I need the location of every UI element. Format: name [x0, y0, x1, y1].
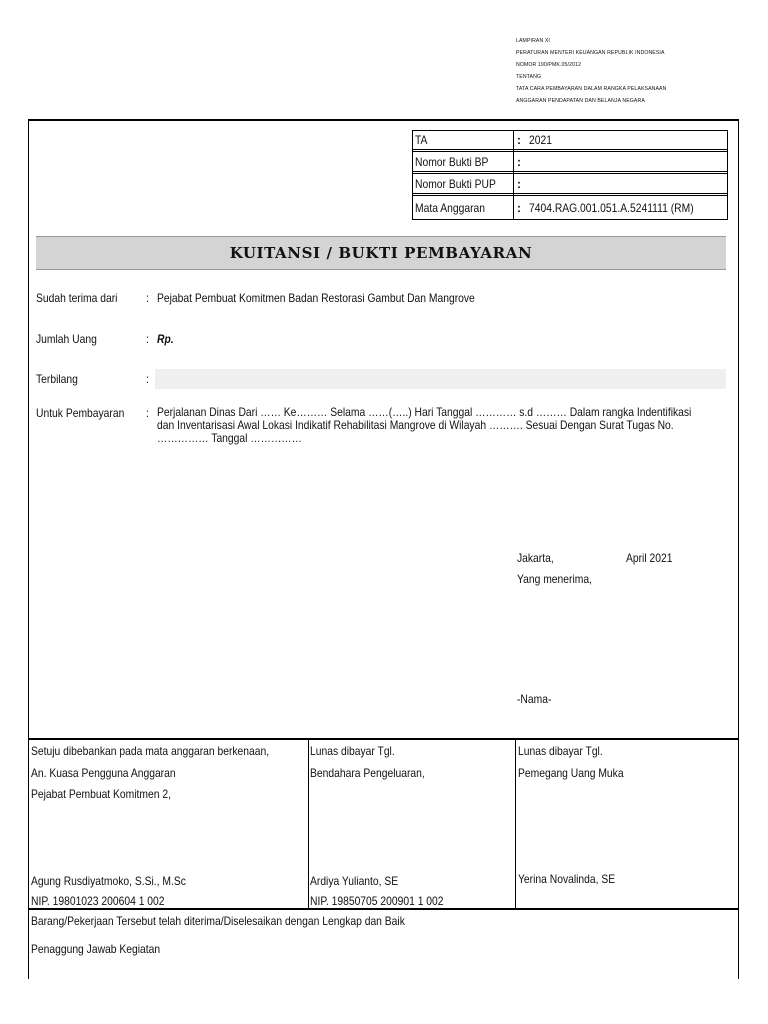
- header-note-line: TENTANG: [516, 74, 542, 80]
- info-label: Nomor Bukti PUP: [415, 177, 496, 191]
- sig1-line2: An. Kuasa Pengguna Anggaran: [31, 766, 176, 780]
- document-title-bar: [36, 236, 726, 270]
- receiver-date: April 2021: [626, 551, 673, 565]
- frame-right-border: [738, 119, 739, 979]
- receiver-name: -Nama-: [517, 692, 552, 706]
- info-colon: :: [517, 201, 521, 215]
- purpose-line: …………… Tanggal ……………: [157, 431, 302, 445]
- sig3-line1: Lunas dibayar Tgl.: [518, 744, 603, 758]
- header-note-line: LAMPIRAN XI: [516, 38, 550, 44]
- signature-section-bottom-border: [28, 908, 739, 910]
- sig3-name: Yerina Novalinda, SE: [518, 872, 616, 886]
- info-box-row-line: [412, 195, 728, 196]
- signature-section-top-border: [28, 738, 739, 740]
- sig2-line2: Bendahara Pengeluaran,: [310, 766, 425, 780]
- purpose-colon: :: [146, 406, 149, 420]
- header-note-line: ANGGARAN PENDAPATAN DAN BELANJA NEGARA: [516, 98, 645, 104]
- info-label: Mata Anggaran: [415, 201, 486, 215]
- purpose-line: Perjalanan Dinas Dari …… Ke……… Selama ……(…..) Hari Tanggal ………… s.d ……… Dalam rangka Indentifikasi: [157, 405, 692, 419]
- signature-column-divider: [308, 738, 309, 910]
- amount-value: Rp.: [157, 332, 174, 346]
- info-label: Nomor Bukti BP: [415, 155, 489, 169]
- info-value: 2021: [529, 133, 552, 147]
- purpose-line: dan Inventarisasi Awal Lokasi Indikatif Rehabilitasi Mangrove di Wilayah ………. Sesuai Dengan Surat Tugas No.: [157, 418, 674, 432]
- purpose-label: Untuk Pembayaran: [36, 406, 125, 420]
- in-words-colon: :: [146, 372, 149, 386]
- info-label: TA: [415, 133, 428, 147]
- voucher-info-box: [412, 130, 728, 220]
- receiver-city: Jakarta,: [517, 551, 554, 565]
- footer-role: Penaggung Jawab Kegiatan: [31, 942, 161, 956]
- in-words-field: [155, 369, 726, 389]
- amount-label: Jumlah Uang: [36, 332, 97, 346]
- header-note-line: NOMOR 190/PMK.05/2012: [516, 62, 581, 68]
- sig1-line1: Setuju dibebankan pada mata anggaran berkenaan,: [31, 744, 270, 758]
- purpose-text: [157, 406, 738, 445]
- received-from-value: Pejabat Pembuat Komitmen Badan Restorasi Gambut Dan Mangrove: [157, 291, 475, 305]
- info-box-row-line: [412, 173, 728, 174]
- received-from-colon: :: [146, 291, 149, 305]
- frame-top-border: [28, 119, 739, 121]
- sig2-nip: NIP. 19850705 200901 1 002: [310, 894, 444, 908]
- received-from-label: Sudah terima dari: [36, 291, 118, 305]
- info-row-nomor-bukti-pup: [413, 175, 727, 194]
- sig2-name: Ardiya Yulianto, SE: [310, 874, 399, 888]
- frame-left-border: [28, 119, 29, 979]
- info-colon: :: [517, 155, 521, 169]
- signature-column-divider: [515, 738, 516, 910]
- info-colon: :: [517, 177, 521, 191]
- info-row-ta: [413, 131, 727, 150]
- info-colon: :: [517, 133, 521, 147]
- sig1-nip: NIP. 19801023 200604 1 002: [31, 894, 165, 908]
- sig3-line2: Pemegang Uang Muka: [518, 766, 624, 780]
- footer-statement: Barang/Pekerjaan Tersebut telah diterima/Diselesaikan dengan Lengkap dan Baik: [31, 914, 405, 928]
- header-note-line: PERATURAN MENTERI KEUANGAN REPUBLIK INDONESIA: [516, 50, 665, 56]
- sig1-name: Agung Rusdiyatmoko, S.Si., M.Sc: [31, 874, 186, 888]
- sig1-line3: Pejabat Pembuat Komitmen 2,: [31, 787, 171, 801]
- info-box-row-line: [412, 151, 728, 152]
- info-row-mata-anggaran: [413, 197, 727, 219]
- document-title: KUITANSI / BUKTI PEMBAYARAN: [229, 244, 533, 262]
- info-value: 7404.RAG.001.051.A.5241111 (RM): [529, 201, 694, 215]
- header-note-line: TATA CARA PEMBAYARAN DALAM RANGKA PELAKSANAAN: [516, 86, 667, 92]
- in-words-label: Terbilang: [36, 372, 78, 386]
- regulation-header-note: [516, 38, 666, 110]
- receiver-role: Yang menerima,: [517, 572, 592, 586]
- amount-colon: :: [146, 332, 149, 346]
- info-row-nomor-bukti-bp: [413, 153, 727, 172]
- sig2-line1: Lunas dibayar Tgl.: [310, 744, 395, 758]
